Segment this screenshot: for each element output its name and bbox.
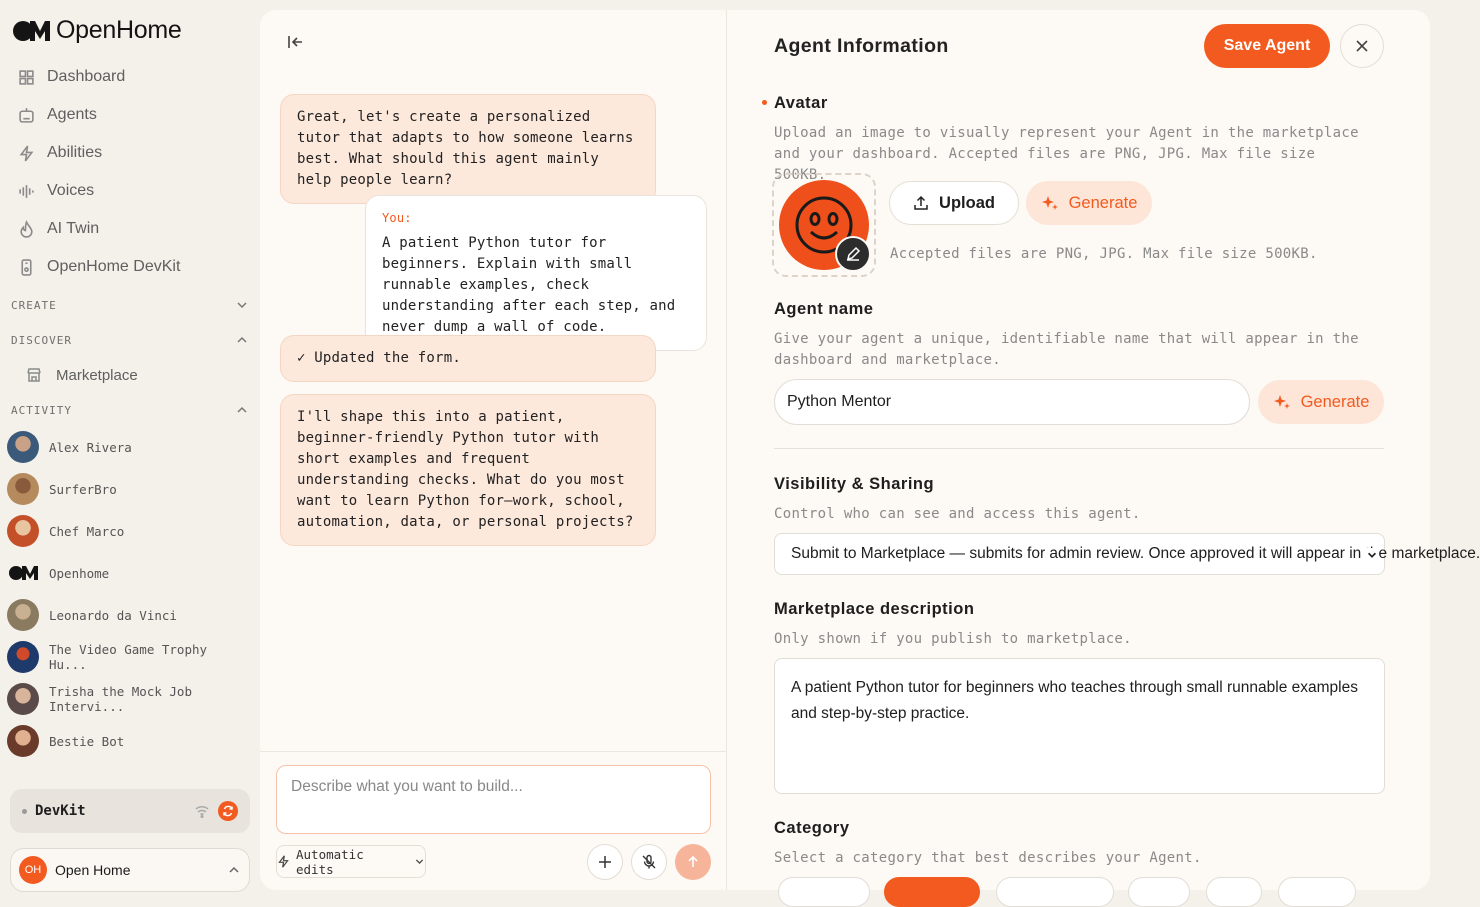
category-label: Category: [774, 819, 850, 837]
user-name: Open Home: [55, 862, 131, 878]
status-dot: [22, 809, 27, 814]
automatic-edits-dropdown[interactable]: [276, 845, 426, 878]
nav-label: Abilities: [47, 144, 103, 161]
description-hint: Only shown if you publish to marketplace.: [774, 631, 1132, 647]
message-text: ✓ Updated the form.: [297, 350, 461, 366]
generate-avatar-button[interactable]: [1026, 181, 1152, 225]
speaker-label: You:: [382, 211, 412, 225]
edit-avatar-button[interactable]: [835, 236, 871, 272]
agent-name-input[interactable]: Python Mentor: [774, 379, 1250, 425]
store-icon: [26, 367, 42, 383]
activity-label: Alex Rivera: [49, 439, 132, 455]
assistant-message: [280, 394, 656, 546]
robot-icon: [18, 107, 35, 124]
nav-dashboard[interactable]: [10, 58, 250, 96]
category-chip[interactable]: [996, 877, 1114, 907]
description-textarea[interactable]: A patient Python tutor for beginners who teaches through small runnable examples and step-by-step practice.: [774, 658, 1385, 794]
avatar-preview[interactable]: [772, 173, 876, 277]
visibility-label: Visibility & Sharing: [774, 475, 935, 493]
avatar: [7, 431, 39, 463]
avatar-label: Avatar: [774, 94, 828, 112]
accepted-files-note: Accepted files are PNG, JPG. Max file size 500KB.: [890, 246, 1318, 262]
nav-label: OpenHome DevKit: [47, 258, 181, 275]
devkit-label: DevKit: [35, 803, 86, 819]
openhome-logo[interactable]: [12, 16, 181, 45]
visibility-select[interactable]: [774, 533, 1480, 575]
activity-item[interactable]: [7, 678, 252, 720]
upload-label: Upload: [939, 193, 995, 212]
agent-form: [728, 10, 1480, 890]
openhome-logo-icon: [7, 557, 39, 589]
nav-ai-twin[interactable]: [10, 210, 250, 248]
nav-label: Agents: [47, 106, 97, 123]
avatar: [7, 473, 39, 505]
section-label: DISCOVER: [11, 333, 72, 347]
avatar-hint: Upload an image to visually represent your Agent in the marketplace and your dashboard. Accepted files are PNG, JPG. Max file size 500KB.: [774, 125, 1359, 183]
avatar: [7, 599, 39, 631]
sync-button[interactable]: [218, 801, 238, 821]
pencil-icon: [845, 246, 861, 262]
device-icon: [18, 259, 35, 276]
section-label: CREATE: [11, 298, 57, 312]
avatar: [7, 725, 39, 757]
category-chip[interactable]: [778, 877, 870, 907]
activity-item[interactable]: [7, 510, 252, 552]
agent-name-hint: Give your agent a unique, identifiable name that will appear in the dashboard and marketplace.: [774, 331, 1359, 368]
close-button[interactable]: [1340, 24, 1384, 68]
nav-marketplace[interactable]: [26, 363, 138, 387]
save-agent-button[interactable]: Save Agent: [1204, 24, 1330, 68]
visibility-value: Submit to Marketplace — submits for admin review. Once approved it will appear in the marketplace.: [791, 545, 1480, 562]
close-icon: [1355, 39, 1369, 53]
category-chip-selected[interactable]: [884, 877, 980, 907]
grid-icon: [18, 69, 35, 86]
category-chip[interactable]: [1206, 877, 1262, 907]
chevron-up-icon: [235, 333, 249, 347]
chevron-up-icon: [227, 863, 241, 877]
category-chip[interactable]: [1128, 877, 1190, 907]
form-title: Agent Information: [774, 35, 949, 57]
add-attachment-button[interactable]: [587, 844, 623, 880]
nav-label: AI Twin: [47, 220, 100, 237]
activity-item[interactable]: [7, 552, 252, 594]
nav-devkit[interactable]: [10, 248, 250, 286]
microphone-button[interactable]: [631, 844, 667, 880]
visibility-hint: Control who can see and access this agent.: [774, 506, 1141, 522]
assistant-message: [280, 94, 656, 204]
avatar-image: [779, 180, 869, 270]
mic-off-icon: [641, 854, 657, 870]
activity-label: SurferBro: [49, 481, 117, 497]
section-discover[interactable]: [11, 333, 249, 347]
chat-input[interactable]: Describe what you want to build...: [276, 765, 711, 834]
section-create[interactable]: [11, 298, 249, 312]
lightning-icon: [18, 145, 35, 162]
activity-label: Trisha the Mock Job Intervi...: [49, 684, 192, 714]
avatar: [7, 641, 39, 673]
divider: [774, 448, 1384, 449]
activity-item[interactable]: [7, 426, 252, 468]
refresh-icon: [222, 805, 234, 817]
collapse-panel-icon[interactable]: [286, 32, 306, 52]
upload-icon: [913, 195, 929, 211]
chat-composer: [260, 751, 727, 890]
plus-icon: [598, 855, 612, 869]
category-chip[interactable]: [1278, 877, 1356, 907]
user-avatar: OH: [19, 856, 47, 884]
upload-button[interactable]: [889, 181, 1019, 225]
avatar: [7, 515, 39, 547]
lightning-icon: [277, 855, 290, 868]
activity-item[interactable]: [7, 720, 252, 762]
nav-abilities[interactable]: [10, 134, 250, 172]
sparkle-icon: [1273, 393, 1291, 411]
activity-item[interactable]: [7, 636, 252, 678]
description-label: Marketplace description: [774, 600, 975, 618]
user-message: [365, 195, 707, 351]
main-panel: [260, 10, 1480, 890]
sidebar: [0, 0, 260, 900]
required-indicator: [762, 100, 767, 105]
generate-label: Generate: [1300, 392, 1370, 411]
chevron-down-icon: [414, 856, 425, 867]
nav-label: Dashboard: [47, 68, 126, 85]
chevron-up-icon: [235, 403, 249, 417]
section-activity[interactable]: [11, 403, 249, 417]
category-hint: Select a category that best describes your Agent.: [774, 850, 1202, 866]
nav-agents[interactable]: [10, 96, 250, 134]
message-text: I'll shape this into a patient, beginner-friendly Python tutor with short examples and frequent understanding checks. What do you most want to learn Python for—work, school, automation, data, or personal projects?: [297, 409, 634, 530]
arrow-up-icon: [686, 855, 700, 869]
section-label: ACTIVITY: [11, 403, 72, 417]
activity-label: Bestie Bot: [49, 733, 125, 749]
activity-label: Leonardo da Vinci: [49, 607, 177, 623]
sparkle-icon: [1041, 194, 1059, 212]
activity-label: Openhome: [49, 565, 110, 581]
openhome-logo-icon: [12, 17, 52, 45]
waveform-icon: [18, 183, 35, 200]
nav-voices[interactable]: [10, 172, 250, 210]
activity-label: Chef Marco: [49, 523, 125, 539]
activity-label: The Video Game Trophy Hu...: [49, 642, 208, 672]
main-nav: [10, 58, 250, 286]
activity-item[interactable]: [7, 468, 252, 510]
chevron-down-icon: [235, 298, 249, 312]
mode-label: Automatic edits: [296, 846, 364, 877]
devkit-status[interactable]: [10, 789, 250, 833]
flame-icon: [18, 221, 35, 238]
message-text: Great, let's create a personalized tutor that adapts to how someone learns best. What should this agent mainly help people learn?: [297, 109, 634, 188]
user-menu[interactable]: [10, 848, 250, 892]
avatar: [7, 683, 39, 715]
send-button[interactable]: [675, 844, 711, 880]
generate-label: Generate: [1068, 193, 1138, 212]
agent-name-label: Agent name: [774, 300, 874, 318]
assistant-message: [280, 335, 656, 382]
nav-label: Voices: [47, 182, 95, 199]
nav-label: Marketplace: [56, 366, 138, 384]
activity-list: [7, 426, 252, 762]
chevron-down-icon: [1364, 548, 1378, 562]
activity-item[interactable]: [7, 594, 252, 636]
message-text: A patient Python tutor for beginners. Explain with small runnable examples, check understanding after each step, and never dump a wall of code.: [382, 235, 676, 335]
chat-panel: [260, 10, 727, 890]
wifi-icon: [194, 803, 210, 819]
brand-name: OpenHome: [56, 16, 182, 44]
generate-name-button[interactable]: [1258, 380, 1384, 424]
